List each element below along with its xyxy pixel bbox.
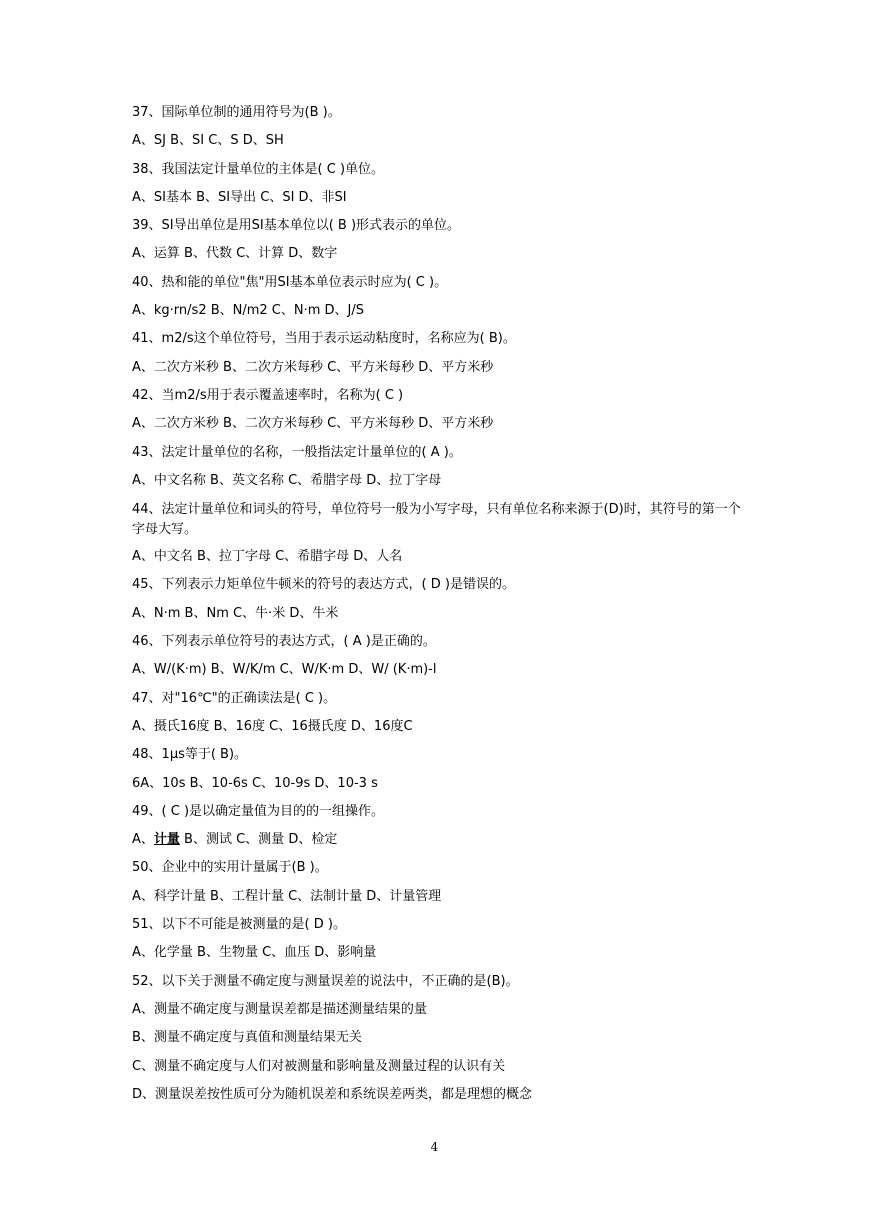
options-42: A、二次方米秒 B、二次方米每秒 C、平方米每秒 D、平方米秒 (132, 416, 494, 432)
option-52-c: C、测量不确定度与人们对被测量和影响量及测量过程的认识有关 (132, 1058, 506, 1074)
options-40: A、kg·rn/s2 B、N/m2 C、N·m D、J/S (132, 303, 365, 319)
options-43: A、中文名称 B、英文名称 C、希腊字母 D、拉丁字母 (132, 472, 442, 488)
option-prefix: A、 (132, 832, 154, 848)
question-41: 41、m2/s这个单位符号，当用于表示运动粘度时，名称应为( B)。 (132, 331, 516, 347)
option-52-d: D、测量误差按性质可分为随机误差和系统误差两类，都是理想的概念 (132, 1086, 533, 1102)
question-50: 50、企业中的实用计量属于(B )。 (132, 860, 328, 876)
question-45: 45、下列表示力矩单位牛顿米的符号的表达方式，( D )是错误的。 (132, 577, 515, 593)
question-39: 39、SI导出单位是用SI基本单位以( B )形式表示的单位。 (132, 218, 461, 234)
question-37: 37、国际单位制的通用符号为(B )。 (132, 105, 341, 120)
option-rest: B、测试 C、测量 D、检定 (179, 832, 338, 848)
question-49: 49、( C )是以确定量值为目的的一组操作。 (132, 803, 385, 819)
options-37: A、SJ B、SI C、S D、SH (132, 133, 284, 149)
options-50: A、科学计量 B、工程计量 C、法制计量 D、计量管理 (132, 888, 442, 904)
question-list (132, 104, 742, 1114)
options-45: A、N·m B、Nm C、牛·米 D、牛米 (132, 605, 339, 621)
option-underlined-answer: 计量 (153, 832, 180, 848)
options-48: 6A、10s B、10-6s C、10-9s D、10-3 s (132, 775, 378, 791)
options-39: A、运算 B、代数 C、计算 D、数字 (132, 246, 338, 262)
options-47: A、摄氏16度 B、16度 C、16摄氏度 D、16度C (132, 718, 413, 734)
options-46: A、W/(K·m) B、W/K/m C、W/K·m D、W/ (K·m)-l (132, 662, 437, 678)
question-52: 52、以下关于测量不确定度与测量误差的说法中，不正确的是(B)。 (132, 973, 519, 989)
question-47: 47、对"16℃"的正确读法是( C )。 (132, 690, 337, 706)
question-40: 40、热和能的单位"焦"用SI基本单位表示时应为( C )。 (132, 274, 448, 290)
question-43: 43、法定计量单位的名称，一般指法定计量单位的( A )。 (132, 444, 462, 460)
options-51: A、化学量 B、生物量 C、血压 D、影响量 (132, 945, 377, 961)
options-49 (132, 831, 742, 849)
question-42: 42、当m2/s用于表示覆盖速率时，名称为( C ) (132, 387, 404, 403)
options-38: A、SI基本 B、SI导出 C、SI D、非SI (132, 189, 347, 205)
page-number: 4 (430, 1140, 439, 1154)
question-48: 48、1μs等于( B)。 (132, 747, 248, 763)
option-52-a: A、测量不确定度与测量误差都是描述测量结果的量 (132, 1001, 427, 1017)
question-46: 46、下列表示单位符号的表达方式，( A )是正确的。 (132, 634, 436, 650)
options-41: A、二次方米秒 B、二次方米每秒 C、平方米每秒 D、平方米秒 (132, 359, 494, 375)
option-52-b: B、测量不确定度与真值和测量结果无关 (132, 1030, 362, 1046)
question-51: 51、以下不可能是被测量的是( D )。 (132, 917, 346, 933)
question-44: 44、法定计量单位和词头的符号，单位符号一般为小写字母，只有单位名称来源于(D)时，其符号的第一个字母大写。 (132, 502, 741, 538)
question-38: 38、我国法定计量单位的主体是( C )单位。 (132, 161, 385, 177)
options-44: A、中文名 B、拉丁字母 C、希腊字母 D、人名 (132, 549, 403, 565)
